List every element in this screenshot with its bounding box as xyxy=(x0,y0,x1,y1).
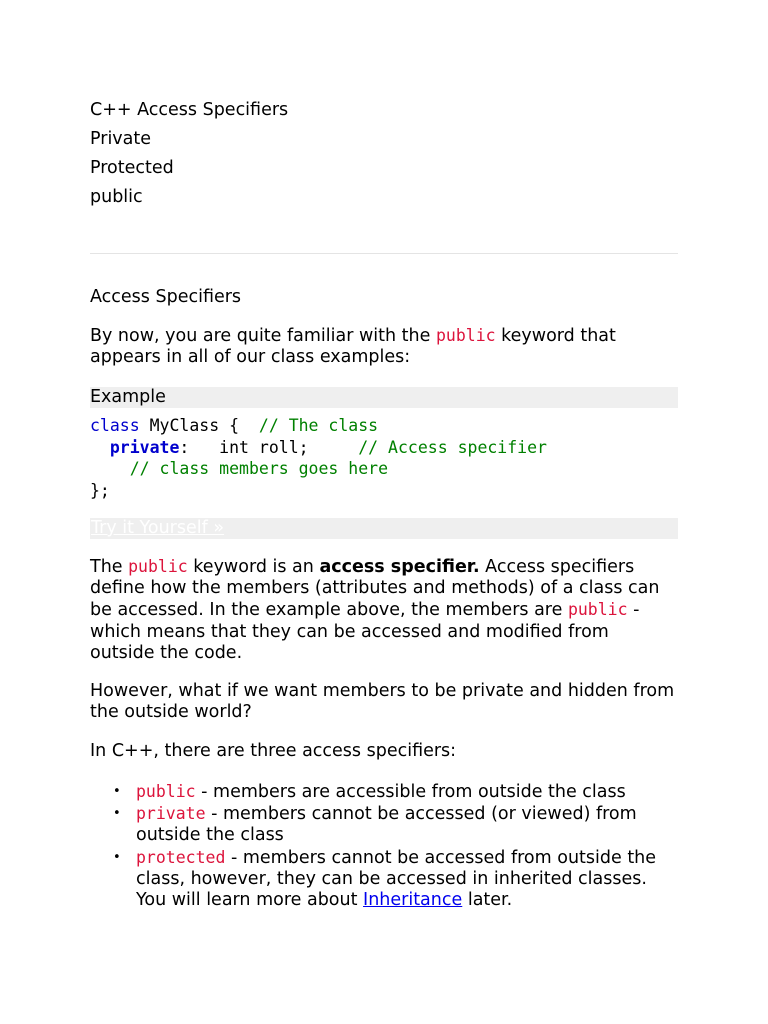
list-item-text: - members cannot be accessed (or viewed) from outside the class xyxy=(136,804,637,846)
code-comment: // Access specifier xyxy=(358,437,547,457)
list-item xyxy=(136,781,678,803)
table-of-contents xyxy=(90,98,288,214)
p1-text-4: - which means that they can be accessed and modified from outside the code. xyxy=(90,600,640,663)
intro-text-2: keyword that appears in all of our class examples: xyxy=(90,326,616,367)
toc-item-public: public xyxy=(90,187,143,207)
code-comment: // class members goes here xyxy=(129,459,389,478)
p1-text-2: keyword is an xyxy=(187,557,320,577)
toc-title: C++ Access Specifiers xyxy=(90,100,289,120)
keyword-protected: protected xyxy=(136,847,226,867)
intro-paragraph xyxy=(90,325,678,368)
keyword-public: public xyxy=(567,600,628,620)
p1-text-3: Access specifiers define how the members (attributes and methods) of a class can be accessed. In the example above, the members are xyxy=(90,557,660,621)
code-text: }; xyxy=(90,480,110,500)
code-text: MyClass { xyxy=(139,416,259,435)
intro-text-1: By now, you are quite familiar with the xyxy=(90,326,436,346)
code-keyword-class: class xyxy=(90,416,140,435)
code-example xyxy=(90,415,547,501)
code-indent xyxy=(90,459,130,478)
specifier-list xyxy=(90,781,678,911)
keyword-public: public xyxy=(435,326,496,345)
paragraph-three-specifiers: In C++, there are three access specifiers: xyxy=(90,741,457,761)
code-indent xyxy=(90,438,110,457)
code-text: : int roll; xyxy=(179,437,359,457)
list-item-text: later. xyxy=(462,890,513,911)
keyword-public: public xyxy=(128,557,188,576)
keyword-public: public xyxy=(136,782,196,801)
try-it-bar xyxy=(90,518,678,539)
toc-item-protected: Protected xyxy=(90,158,174,178)
inheritance-link[interactable]: Inheritance xyxy=(363,890,463,911)
divider xyxy=(90,253,678,254)
p1-text-1: The xyxy=(90,557,129,577)
bold-access-specifier: access specifier. xyxy=(319,557,480,577)
list-item-text: - members are accessible from outside the class xyxy=(195,782,626,802)
example-heading: Example xyxy=(90,387,678,408)
list-item xyxy=(136,847,678,912)
paragraph-access-specifier xyxy=(90,556,678,664)
keyword-private: private xyxy=(136,804,206,824)
toc-item-private: Private xyxy=(90,129,152,149)
paragraph-private-question: However, what if we want members to be private and hidden from the outside world? xyxy=(90,681,675,723)
try-it-yourself-link[interactable]: Try it Yourself » xyxy=(91,518,225,538)
section-title: Access Specifiers xyxy=(90,287,242,307)
code-comment: // The class xyxy=(258,416,379,435)
code-keyword-private: private xyxy=(109,437,180,457)
list-item xyxy=(136,803,678,846)
list-item-text: - members cannot be accessed from outside the class, however, they can be accessed in inherited classes. You will learn more about xyxy=(136,847,657,911)
